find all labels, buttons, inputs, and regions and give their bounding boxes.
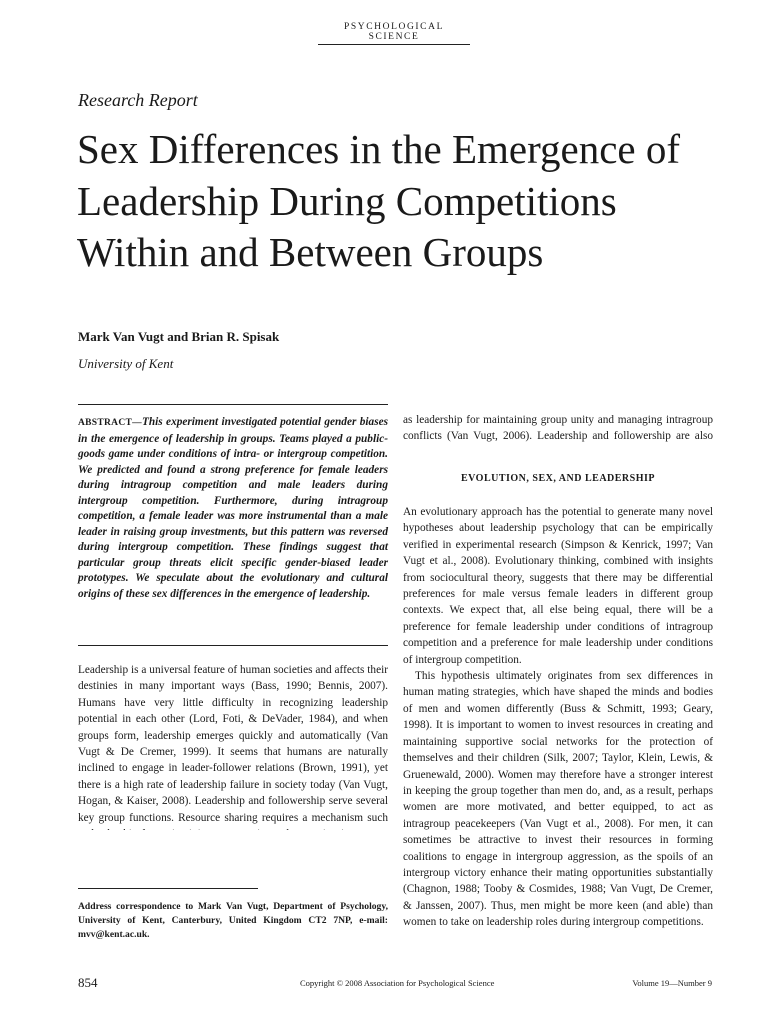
footnote-rule: [78, 888, 258, 889]
abstract-bottom-rule: [78, 645, 388, 646]
section-heading: EVOLUTION, SEX, AND LEADERSHIP: [460, 473, 655, 484]
author-list: Mark Van Vugt and Brian R. Spisak: [78, 329, 280, 344]
correspondence-note: Address correspondence to Mark Van Vugt, Department of Psychology, University of Kent, Canterbury, United Kingdom CT2 7NP, e-mail: mvv@kent.ac.uk.: [78, 901, 388, 940]
intro-paragraph-continued: as leadership for maintaining group unity and managing intragroup conflicts (Van Vugt, 2006). Leadership and followership are also: [403, 414, 713, 443]
article-title: Sex Differences in the Emergence of Leadership During Competitions Within and Between Groups: [77, 126, 680, 275]
right-column: [403, 504, 713, 931]
abstract-text: This experiment investigated potential gender biases in the emergence of leadership in groups. Teams played a public-goods game under conditions of intra- or intergroup competition. We predicted and found a strong preference for female leaders during intragroup competition and male leaders during intergroup competition. Furthermore, during intragroup competition, a female leader was more instrumental than a male leader in raising group investments, but this pattern was reversed during intergroup competition. These findings suggest that particular group threats elicit specific gender-biased leader prototypes. We speculate about the evolutionary and cultural origins of these sex differences in the emergence of leadership.: [78, 416, 388, 600]
intro-paragraph: Leadership is a universal feature of human societies and affects their destinies in many important ways (Bass, 1990; Bennis, 2007). Humans have very little difficulty in recognizing leadership potential in each other (Lord, Foti, & DeVader, 1984), and when groups form, leadership emerges quickly and automatically (Van Vugt & De Cremer, 1999). It seems that humans are naturally inclined to engage in leader-follower relations (Brown, 1991), yet there is a high rate of leadership failure in society today (Van Vugt, Hogan, & Kaiser, 2008). Leadership and followership serve several key group functions. Resource sharing requires a mechanism such: [78, 664, 388, 824]
affiliation: University of Kent: [78, 356, 174, 371]
page-number: 854: [78, 975, 98, 990]
body-paragraph: This hypothesis ultimately originates from sex differences in human mating strategies, which have shaped the minds and bodies of men and women differently (Buss & Schmitt, 1993; Geary, 1998). It is important to women to invest resources in creating and maintaining supportive social networks for the protection of themselves and their children (Silk, 2007; Taylor, Klein, Lewis, & Gruenewald, 2000). Women may therefore have a stronger interest in keeping the group together than men do, and, as a result, perhaps women are more motivated, and better equipped, to act as intragroup peacekeepers (Van Vugt et al., 2008). For men, it can sometimes be attractive to invest their resources in forming coalitions to engage in intergroup aggression, as the spoils of an intergroup victory enhance their mating opportunities substantially (Chagnon, 1988; Tooby & Cosmides, 1988; Van Vugt, De Cremer, & Janssen, 2007). Thus, men might be more keen (and able) than women to take on leadership roles during intergroup competitions.: [403, 670, 713, 929]
left-column: [78, 662, 388, 830]
abstract: [78, 415, 388, 602]
copyright-line: Copyright © 2008 Association for Psychological Science: [300, 978, 495, 988]
journal-name: PSYCHOLOGICAL SCIENCE: [318, 22, 470, 45]
right-column-top: [403, 412, 713, 445]
volume-number: Volume 19—Number 9: [632, 978, 712, 988]
body-paragraph: An evolutionary approach has the potential to generate many novel hypotheses about leadership psychology that can be empirically verified in experimental research (Simpson & Kenrick, 1997; Van Vugt et al., 2008). Evolutionary thinking, combined with insights from sociocultural theory, suggests that there may be differential preferences for male versus female leaders in different group contexts. We expect that, all else being equal, there will be a preference for female leadership under conditions of intragroup competition and a preference for male leadership under conditions of intergroup competition.: [403, 506, 713, 666]
abstract-label: ABSTRACT—: [78, 418, 142, 428]
abstract-top-rule: [78, 404, 388, 405]
article-type-label: Research Report: [78, 90, 198, 110]
